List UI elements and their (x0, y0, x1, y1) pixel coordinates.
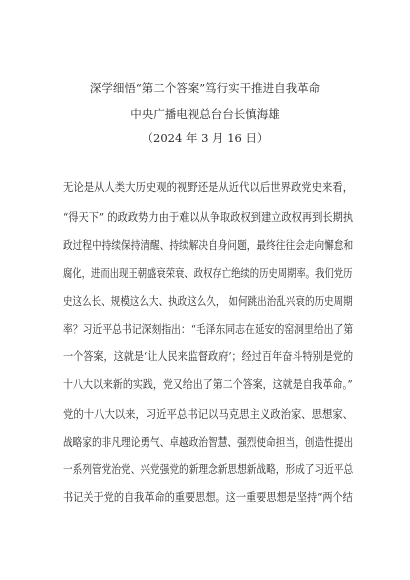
body-line: 腐化，进而出现王朝盛衰荣衰、政权存亡绝续的历史周期率。我们党历 (63, 266, 353, 280)
body-line: 一系列管党治党、兴党强党的新理念新思想新战略，形成了习近平总 (63, 462, 354, 476)
body-line: 十八大以来新的实践，党又给出了第二个答案，这就是自我革命。” (63, 377, 353, 391)
body-line: 史这么长、规模这么大、执政这么久， 如何跳出治乱兴衰的历史周期 (63, 294, 353, 308)
body-line: 书记关于党的自我革命的重要思想。这一重要思想是坚持“两个结 (63, 490, 353, 504)
document-date: （2024 年 3 月 16 日） (141, 131, 269, 145)
body-line: 政过程中持续保持清醒、持续解决自身问题，最终往往会走向懈怠和 (63, 238, 354, 252)
document-title: 深学细悟“第二个答案”笃行实干推进自我革命 (89, 81, 321, 95)
body-line: 党的十八大以来，习近平总书记以马克思主义政治家、思想家、 (63, 407, 354, 421)
body-line: 一个答案，这就是‘让人民来监督政府’；经过百年奋斗特别是党的 (63, 349, 354, 363)
body-line: “得天下” 的政政势力由于难以从争取政权到建立政权再到长期执 (63, 210, 354, 224)
body-line: 战略家的非凡理论勇气、卓越政治智慧、强烈使命担当，创造性提出 (63, 435, 354, 449)
document-author: 中央广播电视总台台长慎海雄 (130, 107, 280, 121)
body-line: 无论是从人类大历史观的视野还是从近代以后世界政党史来看， (63, 180, 354, 194)
body-line: 率？习近平总书记深刻指出：“毛泽东同志在延安的窑洞里给出了第 (63, 322, 354, 336)
